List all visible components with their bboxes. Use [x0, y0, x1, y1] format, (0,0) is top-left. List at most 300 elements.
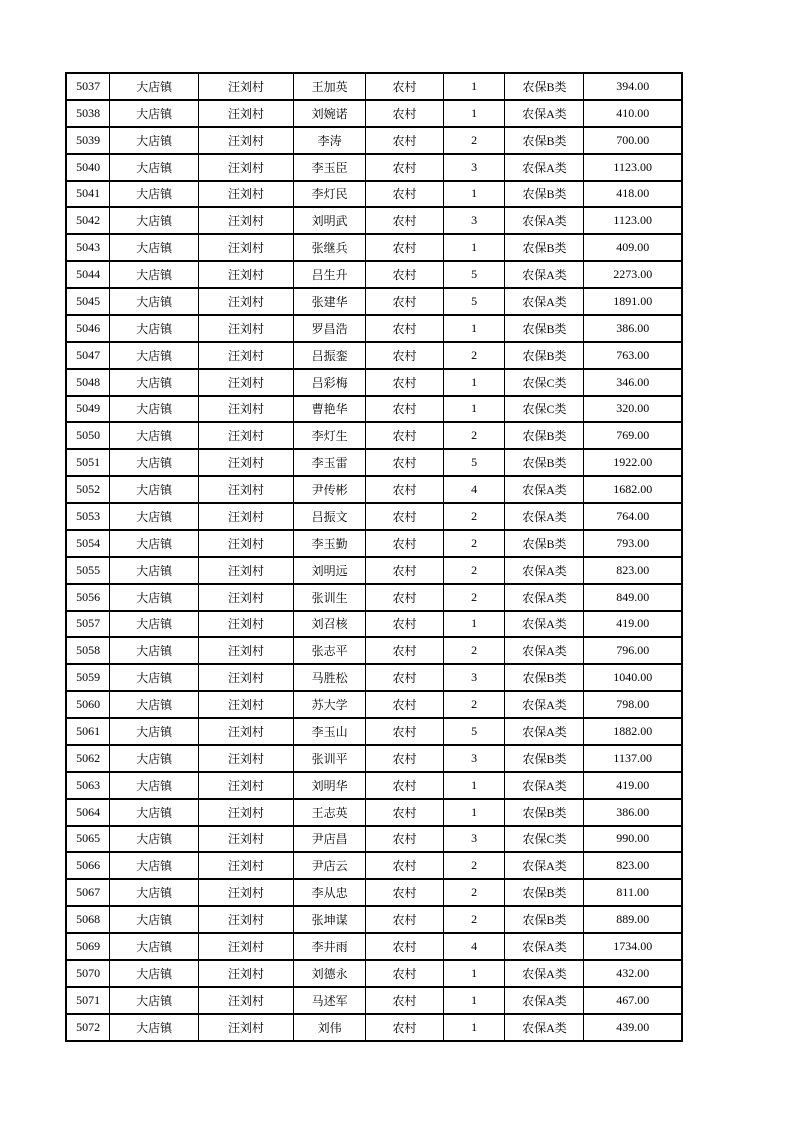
cell-person-count: 1	[443, 611, 505, 638]
cell-village: 汪刘村	[199, 342, 294, 369]
cell-person-count: 3	[443, 664, 505, 691]
cell-village: 汪刘村	[199, 987, 294, 1014]
table-row	[66, 100, 682, 127]
cell-name: 张继兵	[294, 234, 366, 261]
cell-resident-type: 农村	[366, 476, 444, 503]
cell-amount: 386.00	[584, 315, 682, 342]
cell-town: 大店镇	[110, 664, 199, 691]
cell-amount: 796.00	[584, 637, 682, 664]
table-row	[66, 181, 682, 208]
cell-name: 李灯生	[294, 422, 366, 449]
cell-name: 刘明武	[294, 207, 366, 234]
cell-person-count: 1	[443, 960, 505, 987]
cell-resident-type: 农村	[366, 181, 444, 208]
cell-village: 汪刘村	[199, 960, 294, 987]
cell-id: 5063	[66, 772, 110, 799]
cell-village: 汪刘村	[199, 637, 294, 664]
cell-person-count: 2	[443, 530, 505, 557]
cell-town: 大店镇	[110, 772, 199, 799]
cell-town: 大店镇	[110, 73, 199, 100]
cell-village: 汪刘村	[199, 557, 294, 584]
cell-name: 刘伟	[294, 1014, 366, 1041]
cell-person-count: 2	[443, 906, 505, 933]
cell-town: 大店镇	[110, 449, 199, 476]
cell-resident-type: 农村	[366, 503, 444, 530]
cell-amount: 1123.00	[584, 207, 682, 234]
cell-resident-type: 农村	[366, 691, 444, 718]
cell-resident-type: 农村	[366, 960, 444, 987]
cell-amount: 798.00	[584, 691, 682, 718]
cell-town: 大店镇	[110, 342, 199, 369]
table-row	[66, 396, 682, 423]
cell-person-count: 2	[443, 852, 505, 879]
cell-name: 张训生	[294, 584, 366, 611]
cell-id: 5068	[66, 906, 110, 933]
cell-insurance-category: 农保A类	[505, 987, 584, 1014]
cell-insurance-category: 农保B类	[505, 879, 584, 906]
cell-resident-type: 农村	[366, 73, 444, 100]
cell-village: 汪刘村	[199, 476, 294, 503]
cell-village: 汪刘村	[199, 1014, 294, 1041]
table-row	[66, 933, 682, 960]
cell-insurance-category: 农保B类	[505, 745, 584, 772]
cell-amount: 346.00	[584, 369, 682, 396]
cell-resident-type: 农村	[366, 852, 444, 879]
cell-resident-type: 农村	[366, 449, 444, 476]
cell-insurance-category: 农保B类	[505, 799, 584, 826]
cell-id: 5071	[66, 987, 110, 1014]
table-row	[66, 73, 682, 100]
cell-person-count: 1	[443, 396, 505, 423]
cell-name: 李从忠	[294, 879, 366, 906]
cell-name: 李玉山	[294, 718, 366, 745]
cell-resident-type: 农村	[366, 369, 444, 396]
cell-amount: 1734.00	[584, 933, 682, 960]
cell-amount: 439.00	[584, 1014, 682, 1041]
table-row	[66, 288, 682, 315]
cell-id: 5060	[66, 691, 110, 718]
beneficiary-table	[65, 72, 683, 1042]
cell-amount: 320.00	[584, 396, 682, 423]
cell-insurance-category: 农保A类	[505, 691, 584, 718]
cell-person-count: 3	[443, 154, 505, 181]
cell-town: 大店镇	[110, 261, 199, 288]
cell-id: 5057	[66, 611, 110, 638]
cell-village: 汪刘村	[199, 879, 294, 906]
cell-name: 刘婉诺	[294, 100, 366, 127]
cell-person-count: 1	[443, 799, 505, 826]
cell-town: 大店镇	[110, 207, 199, 234]
cell-name: 吕生升	[294, 261, 366, 288]
cell-id: 5058	[66, 637, 110, 664]
cell-amount: 1891.00	[584, 288, 682, 315]
cell-resident-type: 农村	[366, 315, 444, 342]
cell-village: 汪刘村	[199, 315, 294, 342]
cell-resident-type: 农村	[366, 987, 444, 1014]
cell-insurance-category: 农保A类	[505, 261, 584, 288]
cell-amount: 889.00	[584, 906, 682, 933]
cell-id: 5059	[66, 664, 110, 691]
cell-person-count: 5	[443, 288, 505, 315]
table-row	[66, 664, 682, 691]
cell-town: 大店镇	[110, 879, 199, 906]
cell-person-count: 4	[443, 933, 505, 960]
cell-town: 大店镇	[110, 369, 199, 396]
cell-name: 曹艳华	[294, 396, 366, 423]
cell-town: 大店镇	[110, 584, 199, 611]
cell-insurance-category: 农保B类	[505, 181, 584, 208]
cell-insurance-category: 农保B类	[505, 449, 584, 476]
cell-insurance-category: 农保A类	[505, 288, 584, 315]
table-row	[66, 261, 682, 288]
cell-town: 大店镇	[110, 127, 199, 154]
cell-amount: 432.00	[584, 960, 682, 987]
table-row	[66, 852, 682, 879]
cell-insurance-category: 农保A类	[505, 476, 584, 503]
cell-town: 大店镇	[110, 637, 199, 664]
cell-village: 汪刘村	[199, 181, 294, 208]
cell-name: 苏大学	[294, 691, 366, 718]
cell-id: 5066	[66, 852, 110, 879]
cell-town: 大店镇	[110, 396, 199, 423]
cell-amount: 2273.00	[584, 261, 682, 288]
cell-amount: 1682.00	[584, 476, 682, 503]
table-row	[66, 207, 682, 234]
cell-name: 李玉勤	[294, 530, 366, 557]
cell-name: 尹传彬	[294, 476, 366, 503]
cell-person-count: 2	[443, 879, 505, 906]
cell-person-count: 3	[443, 207, 505, 234]
cell-insurance-category: 农保A类	[505, 933, 584, 960]
cell-insurance-category: 农保A类	[505, 557, 584, 584]
cell-town: 大店镇	[110, 288, 199, 315]
cell-id: 5046	[66, 315, 110, 342]
cell-village: 汪刘村	[199, 718, 294, 745]
cell-person-count: 2	[443, 422, 505, 449]
cell-person-count: 2	[443, 691, 505, 718]
cell-insurance-category: 农保A类	[505, 637, 584, 664]
cell-amount: 700.00	[584, 127, 682, 154]
cell-resident-type: 农村	[366, 154, 444, 181]
cell-village: 汪刘村	[199, 611, 294, 638]
cell-id: 5040	[66, 154, 110, 181]
cell-amount: 764.00	[584, 503, 682, 530]
cell-id: 5047	[66, 342, 110, 369]
cell-name: 王志英	[294, 799, 366, 826]
cell-name: 吕振文	[294, 503, 366, 530]
cell-amount: 1040.00	[584, 664, 682, 691]
cell-resident-type: 农村	[366, 933, 444, 960]
table-row	[66, 1014, 682, 1041]
cell-amount: 990.00	[584, 826, 682, 853]
cell-amount: 1882.00	[584, 718, 682, 745]
cell-amount: 811.00	[584, 879, 682, 906]
cell-person-count: 1	[443, 987, 505, 1014]
cell-village: 汪刘村	[199, 207, 294, 234]
table-row	[66, 342, 682, 369]
table-row	[66, 718, 682, 745]
cell-insurance-category: 农保C类	[505, 826, 584, 853]
cell-name: 刘明远	[294, 557, 366, 584]
cell-id: 5061	[66, 718, 110, 745]
cell-resident-type: 农村	[366, 664, 444, 691]
cell-name: 张志平	[294, 637, 366, 664]
cell-id: 5052	[66, 476, 110, 503]
cell-id: 5045	[66, 288, 110, 315]
cell-name: 马述军	[294, 987, 366, 1014]
cell-person-count: 1	[443, 234, 505, 261]
cell-person-count: 5	[443, 449, 505, 476]
table-row	[66, 799, 682, 826]
cell-resident-type: 农村	[366, 207, 444, 234]
cell-resident-type: 农村	[366, 799, 444, 826]
cell-id: 5067	[66, 879, 110, 906]
cell-village: 汪刘村	[199, 449, 294, 476]
cell-amount: 409.00	[584, 234, 682, 261]
table-row	[66, 826, 682, 853]
cell-town: 大店镇	[110, 852, 199, 879]
cell-amount: 769.00	[584, 422, 682, 449]
cell-id: 5065	[66, 826, 110, 853]
cell-person-count: 1	[443, 315, 505, 342]
cell-id: 5072	[66, 1014, 110, 1041]
cell-name: 李井雨	[294, 933, 366, 960]
cell-id: 5055	[66, 557, 110, 584]
cell-town: 大店镇	[110, 960, 199, 987]
cell-id: 5042	[66, 207, 110, 234]
cell-town: 大店镇	[110, 611, 199, 638]
cell-insurance-category: 农保A类	[505, 718, 584, 745]
cell-name: 李玉臣	[294, 154, 366, 181]
cell-town: 大店镇	[110, 987, 199, 1014]
cell-name: 李灯民	[294, 181, 366, 208]
cell-person-count: 2	[443, 503, 505, 530]
cell-town: 大店镇	[110, 100, 199, 127]
cell-person-count: 2	[443, 342, 505, 369]
cell-town: 大店镇	[110, 476, 199, 503]
cell-resident-type: 农村	[366, 584, 444, 611]
cell-village: 汪刘村	[199, 422, 294, 449]
cell-amount: 823.00	[584, 557, 682, 584]
table-row	[66, 422, 682, 449]
cell-insurance-category: 农保A类	[505, 1014, 584, 1041]
cell-id: 5043	[66, 234, 110, 261]
cell-person-count: 2	[443, 557, 505, 584]
cell-town: 大店镇	[110, 718, 199, 745]
cell-village: 汪刘村	[199, 154, 294, 181]
cell-insurance-category: 农保C类	[505, 396, 584, 423]
table-row	[66, 906, 682, 933]
cell-town: 大店镇	[110, 557, 199, 584]
cell-person-count: 1	[443, 100, 505, 127]
cell-village: 汪刘村	[199, 799, 294, 826]
cell-village: 汪刘村	[199, 584, 294, 611]
cell-amount: 1922.00	[584, 449, 682, 476]
cell-amount: 793.00	[584, 530, 682, 557]
cell-village: 汪刘村	[199, 852, 294, 879]
cell-id: 5056	[66, 584, 110, 611]
cell-insurance-category: 农保A类	[505, 584, 584, 611]
table-row	[66, 745, 682, 772]
cell-person-count: 1	[443, 73, 505, 100]
table-row	[66, 772, 682, 799]
cell-town: 大店镇	[110, 1014, 199, 1041]
cell-amount: 410.00	[584, 100, 682, 127]
cell-town: 大店镇	[110, 181, 199, 208]
cell-resident-type: 农村	[366, 879, 444, 906]
cell-insurance-category: 农保B类	[505, 664, 584, 691]
cell-village: 汪刘村	[199, 933, 294, 960]
table-row	[66, 879, 682, 906]
cell-insurance-category: 农保B类	[505, 234, 584, 261]
cell-person-count: 1	[443, 1014, 505, 1041]
cell-amount: 763.00	[584, 342, 682, 369]
cell-id: 5039	[66, 127, 110, 154]
cell-name: 吕彩梅	[294, 369, 366, 396]
cell-insurance-category: 农保C类	[505, 369, 584, 396]
table-row	[66, 637, 682, 664]
cell-id: 5048	[66, 369, 110, 396]
cell-amount: 849.00	[584, 584, 682, 611]
cell-name: 李玉雷	[294, 449, 366, 476]
cell-person-count: 5	[443, 261, 505, 288]
cell-insurance-category: 农保A类	[505, 503, 584, 530]
cell-id: 5064	[66, 799, 110, 826]
cell-village: 汪刘村	[199, 772, 294, 799]
cell-name: 刘明华	[294, 772, 366, 799]
cell-town: 大店镇	[110, 906, 199, 933]
cell-name: 罗昌浩	[294, 315, 366, 342]
cell-insurance-category: 农保B类	[505, 127, 584, 154]
cell-amount: 419.00	[584, 611, 682, 638]
cell-id: 5041	[66, 181, 110, 208]
table-row	[66, 987, 682, 1014]
table-row	[66, 449, 682, 476]
cell-name: 张训平	[294, 745, 366, 772]
cell-resident-type: 农村	[366, 288, 444, 315]
table-row	[66, 960, 682, 987]
cell-town: 大店镇	[110, 315, 199, 342]
cell-resident-type: 农村	[366, 342, 444, 369]
cell-resident-type: 农村	[366, 611, 444, 638]
table-row	[66, 154, 682, 181]
cell-insurance-category: 农保B类	[505, 315, 584, 342]
cell-resident-type: 农村	[366, 127, 444, 154]
cell-village: 汪刘村	[199, 100, 294, 127]
cell-resident-type: 农村	[366, 772, 444, 799]
cell-town: 大店镇	[110, 530, 199, 557]
cell-amount: 419.00	[584, 772, 682, 799]
cell-id: 5037	[66, 73, 110, 100]
cell-village: 汪刘村	[199, 745, 294, 772]
cell-person-count: 2	[443, 637, 505, 664]
cell-resident-type: 农村	[366, 826, 444, 853]
table-row	[66, 530, 682, 557]
cell-town: 大店镇	[110, 933, 199, 960]
cell-resident-type: 农村	[366, 261, 444, 288]
cell-village: 汪刘村	[199, 530, 294, 557]
cell-person-count: 2	[443, 584, 505, 611]
table-row	[66, 584, 682, 611]
cell-insurance-category: 农保A类	[505, 611, 584, 638]
cell-insurance-category: 农保B类	[505, 422, 584, 449]
table-row	[66, 234, 682, 261]
table-row	[66, 369, 682, 396]
cell-resident-type: 农村	[366, 100, 444, 127]
cell-town: 大店镇	[110, 503, 199, 530]
cell-id: 5062	[66, 745, 110, 772]
cell-town: 大店镇	[110, 422, 199, 449]
cell-insurance-category: 农保B类	[505, 73, 584, 100]
cell-id: 5051	[66, 449, 110, 476]
cell-resident-type: 农村	[366, 422, 444, 449]
cell-person-count: 4	[443, 476, 505, 503]
cell-town: 大店镇	[110, 799, 199, 826]
cell-id: 5044	[66, 261, 110, 288]
cell-town: 大店镇	[110, 154, 199, 181]
cell-id: 5054	[66, 530, 110, 557]
cell-id: 5049	[66, 396, 110, 423]
cell-resident-type: 农村	[366, 396, 444, 423]
cell-village: 汪刘村	[199, 234, 294, 261]
cell-resident-type: 农村	[366, 557, 444, 584]
cell-town: 大店镇	[110, 234, 199, 261]
table-row	[66, 503, 682, 530]
cell-insurance-category: 农保B类	[505, 342, 584, 369]
table-row	[66, 476, 682, 503]
cell-resident-type: 农村	[366, 637, 444, 664]
cell-person-count: 3	[443, 745, 505, 772]
cell-name: 王加英	[294, 73, 366, 100]
cell-name: 吕振銮	[294, 342, 366, 369]
cell-village: 汪刘村	[199, 503, 294, 530]
cell-town: 大店镇	[110, 691, 199, 718]
cell-amount: 823.00	[584, 852, 682, 879]
table-row	[66, 127, 682, 154]
cell-person-count: 3	[443, 826, 505, 853]
cell-town: 大店镇	[110, 745, 199, 772]
cell-village: 汪刘村	[199, 664, 294, 691]
cell-id: 5070	[66, 960, 110, 987]
cell-village: 汪刘村	[199, 396, 294, 423]
cell-name: 马胜松	[294, 664, 366, 691]
cell-amount: 386.00	[584, 799, 682, 826]
cell-town: 大店镇	[110, 826, 199, 853]
cell-name: 李涛	[294, 127, 366, 154]
cell-amount: 418.00	[584, 181, 682, 208]
cell-insurance-category: 农保A类	[505, 100, 584, 127]
cell-id: 5038	[66, 100, 110, 127]
cell-village: 汪刘村	[199, 288, 294, 315]
cell-insurance-category: 农保B类	[505, 906, 584, 933]
table-body	[66, 73, 682, 1041]
cell-village: 汪刘村	[199, 906, 294, 933]
cell-village: 汪刘村	[199, 826, 294, 853]
cell-insurance-category: 农保A类	[505, 154, 584, 181]
cell-amount: 467.00	[584, 987, 682, 1014]
cell-amount: 1123.00	[584, 154, 682, 181]
cell-name: 尹店昌	[294, 826, 366, 853]
cell-insurance-category: 农保A类	[505, 207, 584, 234]
cell-village: 汪刘村	[199, 127, 294, 154]
cell-person-count: 5	[443, 718, 505, 745]
cell-village: 汪刘村	[199, 261, 294, 288]
cell-person-count: 1	[443, 369, 505, 396]
cell-resident-type: 农村	[366, 718, 444, 745]
cell-person-count: 1	[443, 772, 505, 799]
cell-resident-type: 农村	[366, 745, 444, 772]
cell-amount: 1137.00	[584, 745, 682, 772]
